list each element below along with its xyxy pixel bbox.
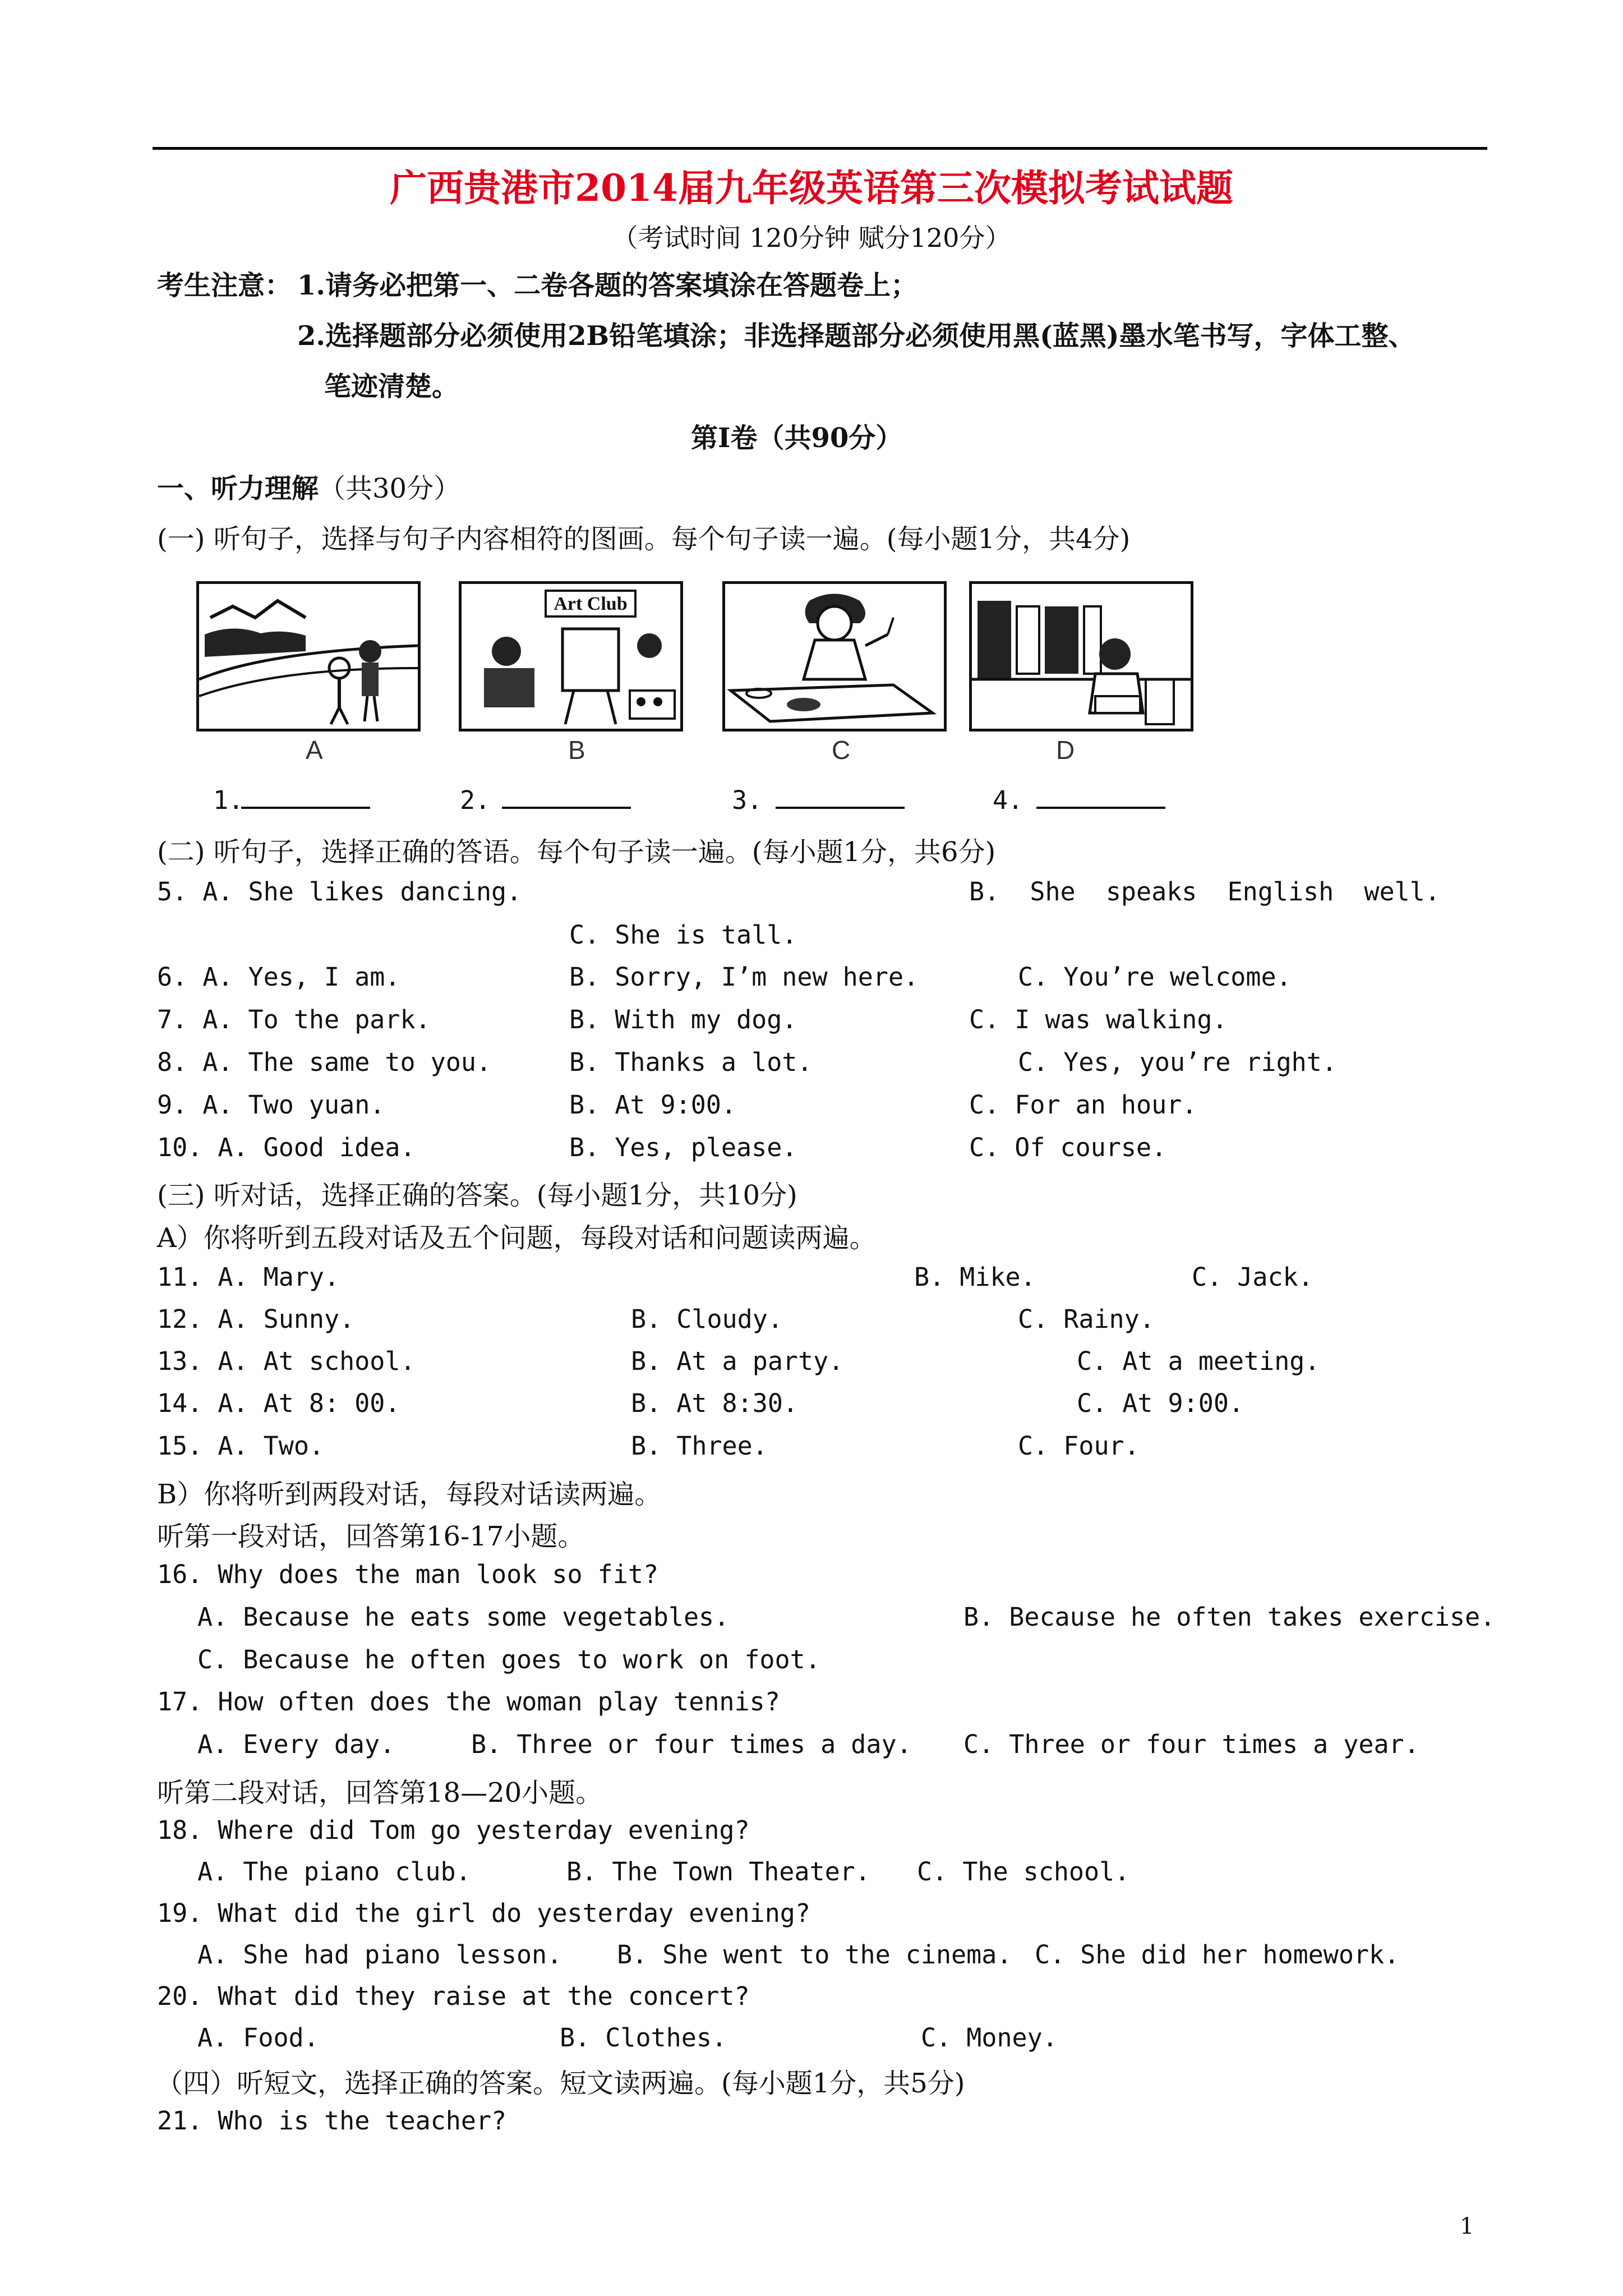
- q6-option-c: C. You’re welcome.: [1018, 962, 1292, 992]
- answer-blank-3[interactable]: [776, 807, 905, 809]
- q9-option-a: 9. A. Two yuan.: [157, 1090, 385, 1120]
- q16-option-a: A. Because he eats some vegetables.: [197, 1602, 730, 1632]
- part4-instruction: （四）听短文，选择正确的答案。短文读两遍。(每小题1分，共5分): [156, 2068, 965, 2099]
- q16-option-b: B. Because he often takes exercise.: [963, 1602, 1496, 1632]
- q7-option-b: B. With my dog.: [569, 1005, 797, 1034]
- q17-option-b: B. Three or four times a day.: [471, 1729, 912, 1759]
- q9-option-c: C. For an hour.: [969, 1090, 1197, 1120]
- part1-instruction: (一) 听句子，选择与句子内容相符的图画。每个句子读一遍。(每小题1分，共4分): [157, 523, 1131, 555]
- q11-option-a: 11. A. Mary.: [157, 1262, 340, 1292]
- q5-option-b: B. She speaks English well.: [969, 877, 1440, 907]
- q18-option-c: C. The school.: [917, 1857, 1130, 1887]
- q11-option-b: B. Mike.: [914, 1262, 1036, 1292]
- q6-option-b: B. Sorry, I’m new here.: [569, 962, 919, 992]
- q13-option-a: 13. A. At school.: [157, 1346, 416, 1376]
- q19-option-c: C. She did her homework.: [1035, 1940, 1400, 1970]
- q18-question: 18. Where did Tom go yesterday evening?: [157, 1815, 750, 1845]
- q21-question: 21. Who is the teacher?: [157, 2106, 507, 2136]
- notice-item-2: 2.选择题部分必须使用2B铅笔填涂；非选择题部分必须使用黑(蓝黑)墨水笔书写，字体工整、: [297, 320, 1415, 352]
- q10-option-a: 10. A. Good idea.: [157, 1133, 416, 1162]
- picture-label-b: B: [568, 735, 585, 765]
- blank-label-1: 1.: [213, 785, 244, 815]
- part3-sub-a: A）你将听到五段对话及五个问题，每段对话和问题读两遍。: [157, 1222, 877, 1254]
- q15-option-b: B. Three.: [631, 1431, 768, 1461]
- q8-option-c: C. Yes, you’re right.: [1018, 1047, 1337, 1077]
- picture-c-girl-cooking: [722, 581, 947, 731]
- q5-option-c: C. She is tall.: [569, 920, 797, 950]
- q17-question: 17. How often does the woman play tennis?: [157, 1687, 780, 1717]
- q10-option-b: B. Yes, please.: [569, 1133, 797, 1162]
- q13-option-c: C. At a meeting.: [1077, 1346, 1320, 1376]
- q8-option-a: 8. A. The same to you.: [157, 1047, 492, 1077]
- q7-option-c: C. I was walking.: [969, 1005, 1228, 1034]
- q12-option-b: B. Cloudy.: [631, 1304, 783, 1334]
- q18-option-b: B. The Town Theater.: [566, 1857, 870, 1887]
- picture-a-street-scene: [196, 581, 421, 731]
- art-club-sign: Art Club: [554, 593, 628, 614]
- q17-option-c: C. Three or four times a year.: [963, 1729, 1419, 1759]
- part3-sub-b: B）你将听到两段对话，每段对话读两遍。: [157, 1479, 662, 1510]
- q12-option-a: 12. A. Sunny.: [157, 1304, 355, 1334]
- q11-option-c: C. Jack.: [1192, 1262, 1313, 1292]
- q19-question: 19. What did the girl do yesterday evening?: [157, 1898, 810, 1928]
- part2-instruction: (二) 听句子，选择正确的答语。每个句子读一遍。(每小题1分，共6分): [157, 836, 996, 868]
- q19-option-a: A. She had piano lesson.: [197, 1940, 562, 1970]
- part3-instruction: (三) 听对话，选择正确的答案。(每小题1分，共10分): [157, 1180, 797, 1211]
- volume-title: 第Ⅰ卷（共90分）: [691, 422, 903, 454]
- q16-option-c: C. Because he often goes to work on foot.: [197, 1645, 820, 1674]
- dialog1-heading: 听第一段对话，回答第16-17小题。: [157, 1521, 585, 1552]
- notice-label: 考生注意：: [157, 270, 292, 301]
- q7-option-a: 7. A. To the park.: [157, 1005, 431, 1034]
- q14-option-c: C. At 9:00.: [1077, 1388, 1244, 1418]
- dialog2-heading: 听第二段对话，回答第18—20小题。: [157, 1777, 603, 1809]
- page-number: 1: [1460, 2214, 1474, 2239]
- picture-d-girl-reading: [969, 581, 1193, 731]
- q20-option-c: C. Money.: [921, 2023, 1058, 2053]
- picture-label-c: C: [832, 735, 851, 765]
- q6-option-a: 6. A. Yes, I am.: [157, 962, 400, 992]
- answer-blank-1[interactable]: [241, 807, 370, 809]
- top-rule: [153, 147, 1487, 150]
- exam-title: 广西贵港市2014届九年级英语第三次模拟考试试题: [390, 166, 1233, 210]
- notice-item-1: 1.请务必把第一、二卷各题的答案填涂在答题卷上；: [297, 270, 918, 301]
- q20-option-b: B. Clothes.: [560, 2023, 727, 2053]
- picture-label-a: A: [306, 735, 323, 765]
- q14-option-a: 14. A. At 8: 00.: [157, 1388, 400, 1418]
- q19-option-b: B. She went to the cinema.: [617, 1940, 1012, 1970]
- blank-label-2: 2.: [460, 785, 491, 815]
- q20-option-a: A. Food.: [197, 2023, 319, 2053]
- blank-label-4: 4.: [993, 785, 1023, 815]
- q15-option-c: C. Four.: [1018, 1431, 1140, 1461]
- q12-option-c: C. Rainy.: [1018, 1304, 1155, 1334]
- q20-question: 20. What did they raise at the concert?: [157, 1981, 750, 2011]
- notice-item-2-cont: 笔迹清楚。: [324, 371, 459, 402]
- q10-option-c: C. Of course.: [969, 1133, 1167, 1162]
- picture-b-art-club: [459, 581, 683, 731]
- q15-option-a: 15. A. Two.: [157, 1431, 325, 1461]
- picture-label-d: D: [1056, 735, 1075, 765]
- answer-blank-4[interactable]: [1036, 807, 1165, 809]
- q18-option-a: A. The piano club.: [197, 1857, 471, 1887]
- q9-option-b: B. At 9:00.: [569, 1090, 737, 1120]
- blank-label-3: 3.: [732, 785, 763, 815]
- q16-question: 16. Why does the man look so fit?: [157, 1559, 659, 1589]
- q8-option-b: B. Thanks a lot.: [569, 1047, 813, 1077]
- q5-option-a: 5. A. She likes dancing.: [157, 877, 522, 907]
- q13-option-b: B. At a party.: [631, 1346, 844, 1376]
- answer-blank-2[interactable]: [502, 807, 631, 809]
- section-heading: 一、听力理解（共30分）: [157, 473, 461, 504]
- exam-time-score: （考试时间 120分钟 赋分120分）: [612, 223, 1011, 253]
- q17-option-a: A. Every day.: [197, 1729, 395, 1759]
- q14-option-b: B. At 8:30.: [631, 1388, 799, 1418]
